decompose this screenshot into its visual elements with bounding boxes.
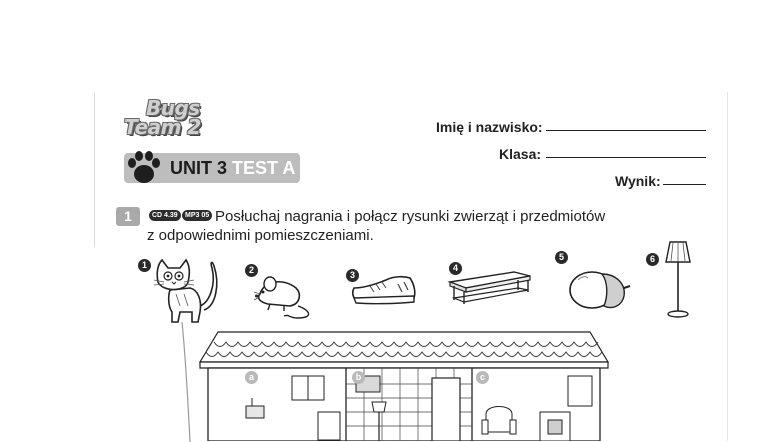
roof xyxy=(200,332,608,368)
room-letter-c: c xyxy=(476,371,489,384)
item-number-3: 3 xyxy=(346,269,359,282)
cd-track-badge: CD 4.39 xyxy=(149,210,181,221)
acorn-icon[interactable] xyxy=(566,266,632,312)
instruction-line-1: Posłuchaj nagrania i połącz rysunki zwierząt i przedmiotów xyxy=(215,208,606,225)
matching-line xyxy=(176,322,196,442)
mp3-track-badge: MP3 05 xyxy=(182,210,212,221)
score-field-label: Wynik: xyxy=(615,173,661,189)
item-number-2: 2 xyxy=(245,264,258,277)
name-field-label: Imię i nazwisko: xyxy=(436,119,543,135)
unit-label: UNIT 3 xyxy=(170,158,228,178)
exercise-number: 1 xyxy=(116,207,140,226)
class-field-label: Klasa: xyxy=(499,146,542,162)
item-number-5: 5 xyxy=(555,251,568,264)
shoe-icon[interactable] xyxy=(350,274,418,308)
score-field-line[interactable] xyxy=(663,184,706,185)
class-field-line[interactable] xyxy=(546,157,706,158)
sheet-border-right xyxy=(727,92,728,441)
bugs-team-logo xyxy=(124,96,224,144)
instruction-line-2: z odpowiednimi pomieszczeniami. xyxy=(147,227,374,244)
paw-icon xyxy=(124,150,166,188)
house-illustration xyxy=(196,328,612,441)
mouse-icon[interactable] xyxy=(254,270,316,322)
logo-line-2: Team 2 xyxy=(124,115,201,139)
logo-line-1: Bugs xyxy=(146,96,200,120)
item-number-1: 1 xyxy=(138,259,151,272)
room-letter-b: b xyxy=(352,371,365,384)
name-field-line[interactable] xyxy=(546,130,706,131)
sheet-border-left xyxy=(94,92,95,247)
item-number-4: 4 xyxy=(449,262,462,275)
item-number-6: 6 xyxy=(646,253,659,266)
shelf-icon[interactable] xyxy=(446,268,532,308)
room-letter-a: a xyxy=(245,371,258,384)
cat-icon[interactable] xyxy=(150,254,222,328)
lamp-icon[interactable] xyxy=(662,238,694,320)
test-label: TEST A xyxy=(232,158,296,178)
